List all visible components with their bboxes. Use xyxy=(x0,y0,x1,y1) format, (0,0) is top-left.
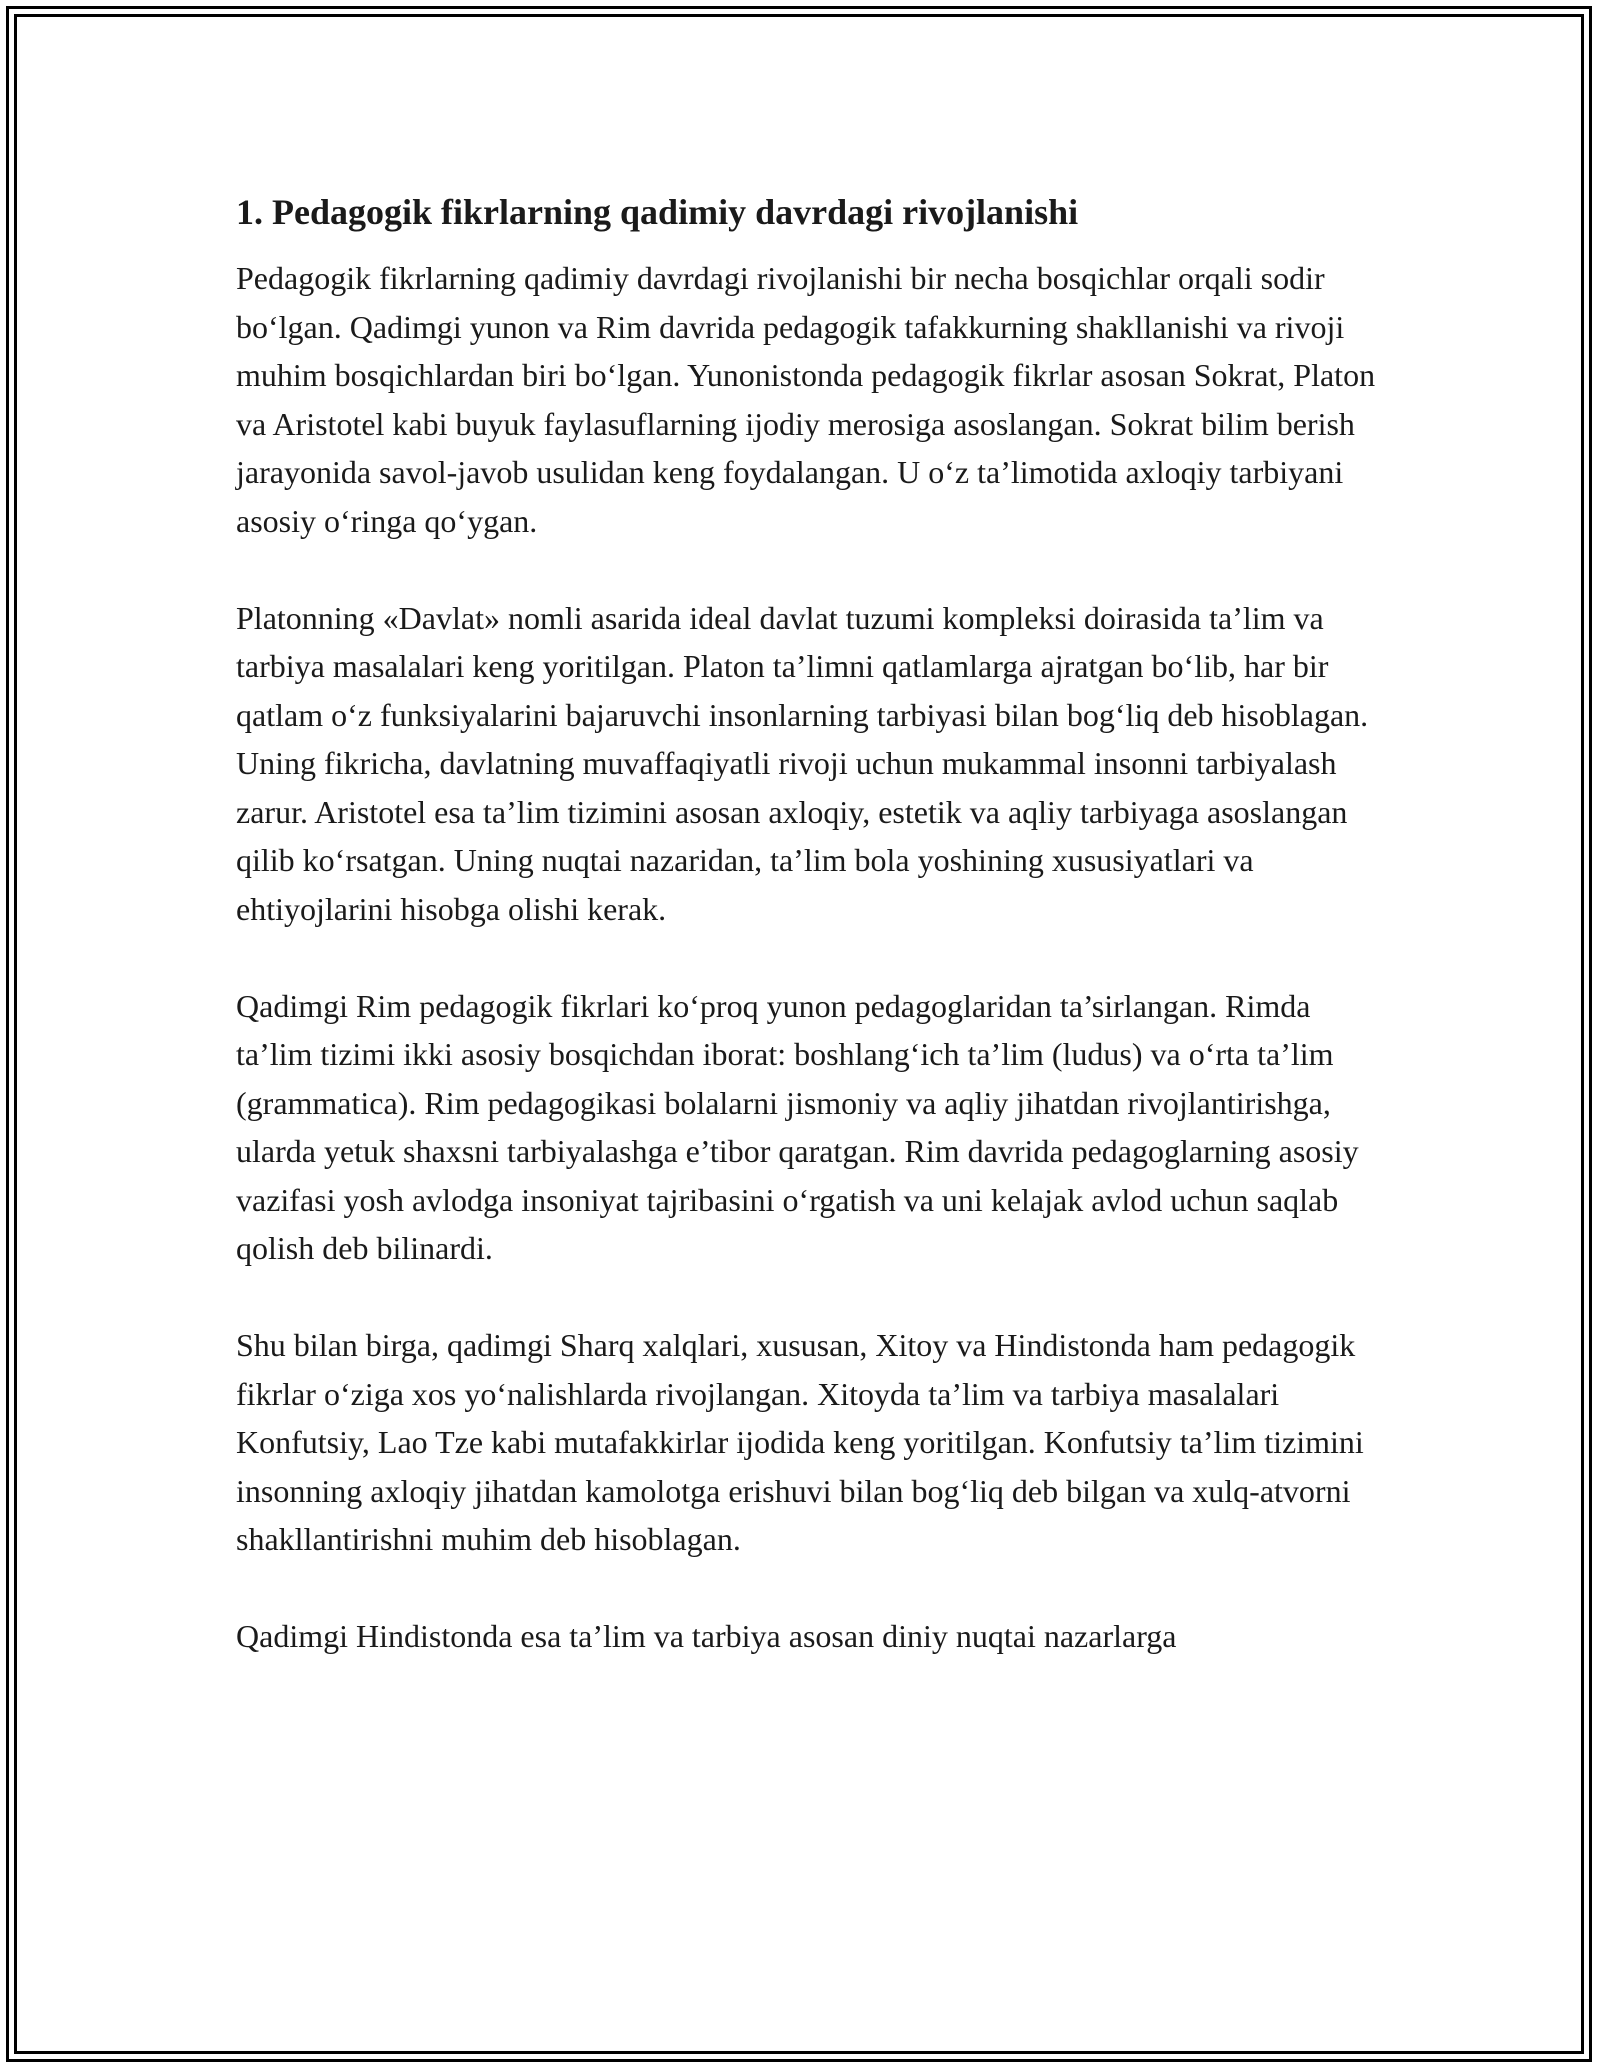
document-body xyxy=(236,188,1376,1661)
paragraph-platon-aristotel: Platonning «Davlat» nomli asarida ideal davlat tuzumi kompleksi doirasida ta’lim va tarbiya masalalari keng yoritilgan. Platon ta’limni qatlamlarga ajratgan bo‘lib, har bir qatlam o‘z funksiyalarini bajaruvchi insonlarning tarbiyasi bilan bog‘liq deb hisoblagan. Uning fikricha, davlatning muvaffaqiyatli rivoji uchun mukammal insonni tarbiyalash zarur. Aristotel esa ta’lim tizimini asosan axloqiy, estetik va aqliy tarbiyaga asoslangan qilib ko‘rsatgan. Uning nuqtai nazaridan, ta’lim bola yoshining xususiyatlari va ehtiyojlarini hisobga olishi kerak. xyxy=(236,599,1369,927)
paragraph-india-pedagogy: Qadimgi Hindistonda esa ta’lim va tarbiya asosan diniy nuqtai nazarlarga xyxy=(236,1618,1177,1654)
paragraph-greek-pedagogy: Pedagogik fikrlarning qadimiy davrdagi rivojlanishi bir necha bosqichlar orqali sodir bo‘lgan. Qadimgi yunon va Rim davrida pedagogik tafakkurning shakllanishi va rivoji muhim bosqichlardan biri bo‘lgan. Yunonistonda pedagogik fikrlar asosan Sokrat, Platon va Aristotel kabi buyuk faylasuflarning ijodiy merosiga asoslangan. Sokrat bilim berish jarayonida savol-javob usulidan keng foydalangan. U o‘z ta’limotida axloqiy tarbiyani asosiy o‘ringa qo‘ygan. xyxy=(236,260,1376,539)
paragraph-rome-pedagogy: Qadimgi Rim pedagogik fikrlari ko‘proq yunon pedagoglaridan ta’sirlangan. Rimda ta’lim tizimi ikki asosiy bosqichdan iborat: boshlang‘ich ta’lim (ludus) va o‘rta ta’lim (grammatica). Rim pedagogikasi bolalarni jismoniy va aqliy jihatdan rivojlantirishga, ularda yetuk shaxsni tarbiyalashga e’tibor qaratgan. Rim davrida pedagoglarning asosiy vazifasi yosh avlodga insoniyat tajribasini o‘rgatish va uni kelajak avlod uchun saqlab qolish deb bilinardi. xyxy=(236,987,1359,1266)
section-heading: 1. Pedagogik fikrlarning qadimiy davrdagi rivojlanishi xyxy=(236,192,1079,232)
paragraph-east-pedagogy: Shu bilan birga, qadimgi Sharq xalqlari, xususan, Xitoy va Hindistonda ham pedagogik fikrlar o‘ziga xos yo‘nalishlarda rivojlangan. Xitoyda ta’lim va tarbiya masalalari Konfutsiy, Lao Tze kabi mutafakkirlar ijodida keng yoritilgan. Konfutsiy ta’lim tizimini insonning axloqiy jihatdan kamolotga erishuvi bilan bog‘liq deb bilgan va xulq-atvorni shakllantirishni muhim deb hisoblagan. xyxy=(236,1327,1364,1557)
